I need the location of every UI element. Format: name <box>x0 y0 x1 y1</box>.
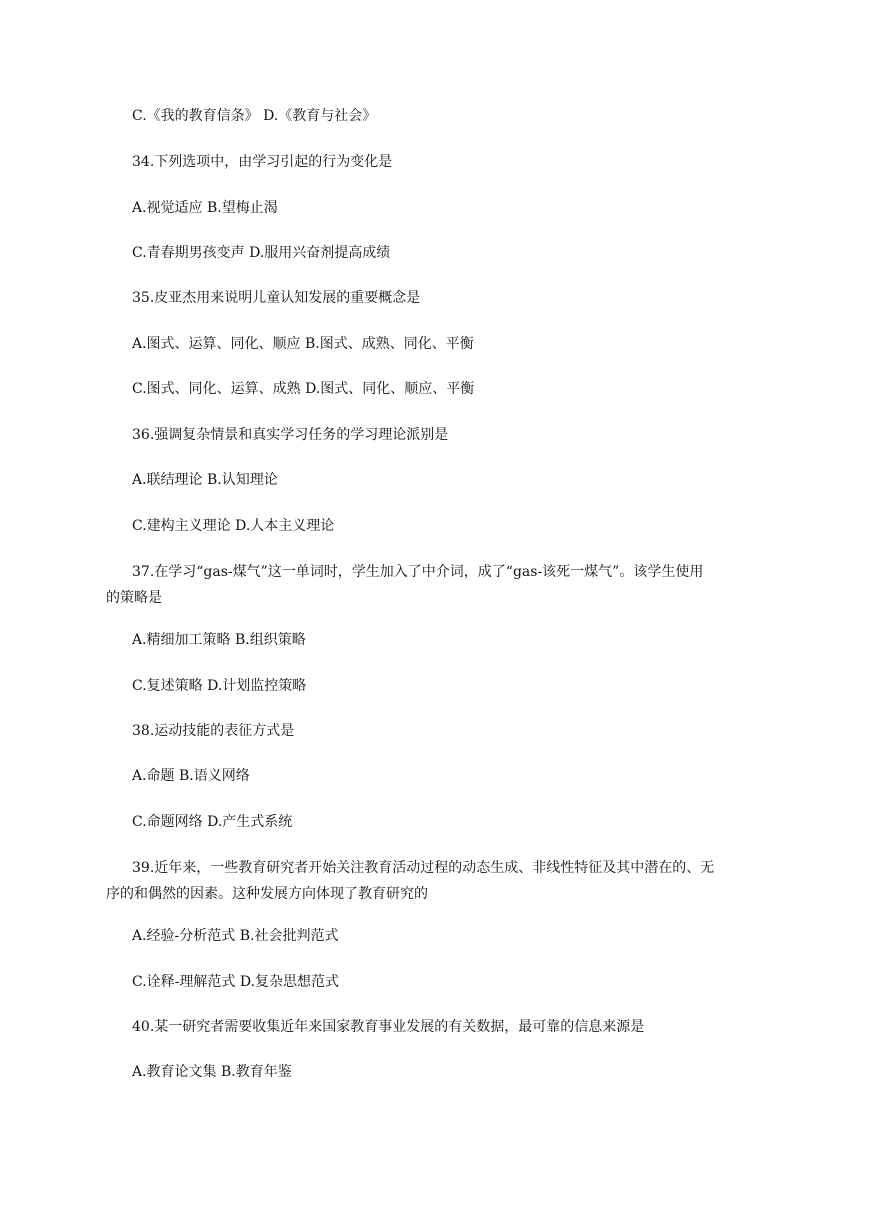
question-40: 40.某一研究者需要收集近年来国家教育事业发展的有关数据，最可靠的信息来源是 <box>132 1019 645 1035</box>
question-39: 39.近年来，一些教育研究者开始关注教育活动过程的动态生成、非线性特征及其中潜在的、无序的和偶然的因素。这种发展方向体现了教育研究的 <box>106 860 715 902</box>
option-line: A.视觉适应 B.望梅止渴 <box>132 200 278 216</box>
question-34: 34.下列选项中，由学习引起的行为变化是 <box>132 154 393 170</box>
option-line: A.图式、运算、同化、顺应 B.图式、成熟、同化、平衡 <box>132 336 474 352</box>
option-line: A.命题 B.语义网络 <box>132 768 250 784</box>
option-line: C.命题网络 D.产生式系统 <box>132 814 293 830</box>
option-line: C.诠释-理解范式 D.复杂思想范式 <box>132 974 340 990</box>
option-line: C.图式、同化、运算、成熟 D.图式、同化、顺应、平衡 <box>132 381 475 397</box>
option-line: C.《我的教育信条》 D.《教育与社会》 <box>132 108 377 124</box>
option-line: C.建构主义理论 D.人本主义理论 <box>132 518 335 534</box>
option-line: C.青春期男孩变声 D.服用兴奋剂提高成绩 <box>132 245 391 261</box>
option-line: A.经验-分析范式 B.社会批判范式 <box>132 928 339 944</box>
option-line: A.联结理论 B.认知理论 <box>132 472 278 488</box>
question-36: 36.强调复杂情景和真实学习任务的学习理论派别是 <box>132 427 449 443</box>
option-line: A.精细加工策略 B.组织策略 <box>132 632 306 648</box>
question-35: 35.皮亚杰用来说明儿童认知发展的重要概念是 <box>132 290 421 306</box>
option-line: C.复述策略 D.计划监控策略 <box>132 678 307 694</box>
option-line: A.教育论文集 B.教育年鉴 <box>132 1064 292 1080</box>
question-37: 37.在学习“gas-煤气”这一单词时，学生加入了中介词，成了“gas-该死一煤气”。该学生使用的策略是 <box>106 564 704 606</box>
question-38: 38.运动技能的表征方式是 <box>132 723 295 739</box>
